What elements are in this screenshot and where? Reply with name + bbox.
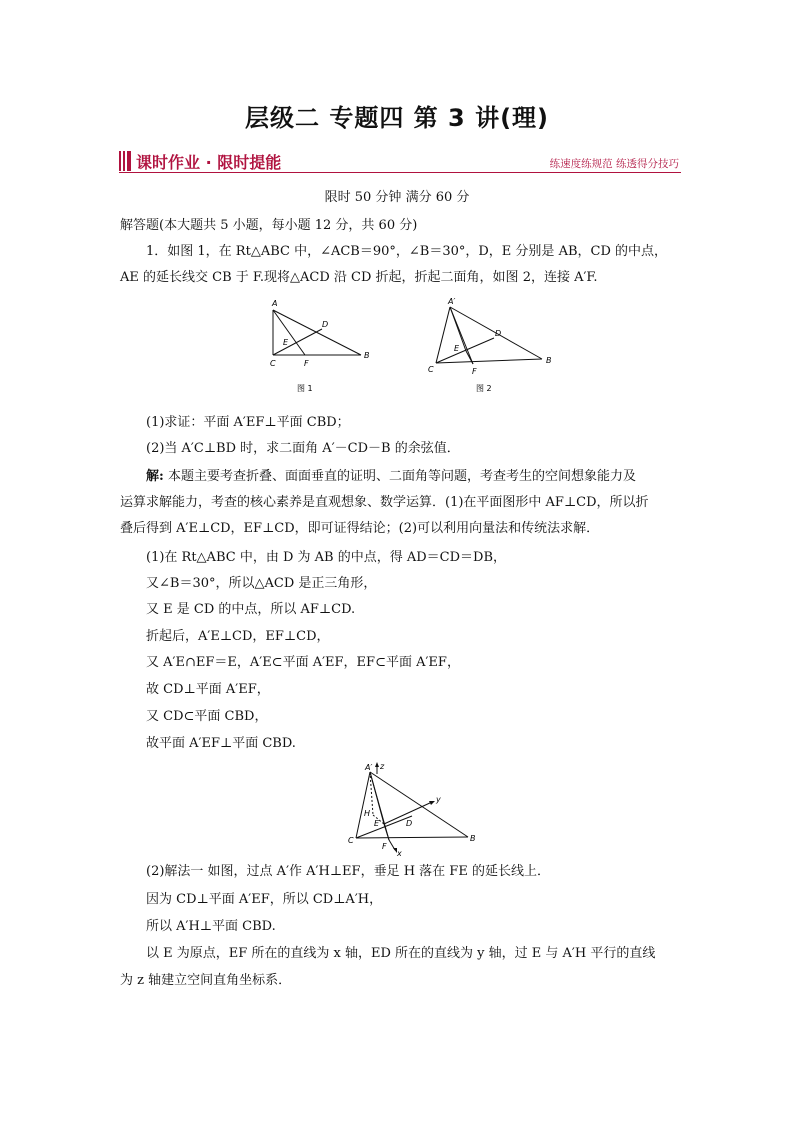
fig2-label-f: F — [472, 367, 477, 376]
proof-line-2: 又∠B＝30°，所以△ACD 是正三角形， — [146, 576, 377, 591]
fig1-label-d: D — [322, 320, 329, 329]
method-line-5: 为 z 轴建立空间直角坐标系． — [120, 973, 292, 988]
fig3-label-d: D — [406, 819, 413, 828]
fig1-label-e: E — [283, 338, 289, 347]
part-2-prompt: (2)当 A′C⊥BD 时，求二面角 A′－CD－B 的余弦值． — [146, 441, 460, 456]
fig3-label-e: E — [374, 819, 380, 828]
fig1-caption: 图 1 — [297, 384, 313, 393]
fig2-label-e: E — [454, 344, 460, 353]
fig1-label-c: C — [270, 359, 276, 368]
banner-bars-decoration — [119, 151, 131, 171]
fig2-label-a: A′ — [448, 297, 456, 306]
method-line-1: (2)解法一 如图，过点 A′作 A′H⊥EF，垂足 H 落在 FE 的延长线上． — [146, 864, 550, 879]
solution-label: 解: — [146, 469, 164, 484]
fig3-label-h: H — [364, 809, 371, 818]
fig2-label-b: B — [546, 356, 552, 365]
fig3-label-f: F — [382, 842, 387, 851]
part-1-prompt: (1)求证：平面 A′EF⊥平面 CBD； — [146, 415, 350, 430]
solution-line-1 — [146, 467, 706, 486]
figure-3-coordinate-system — [340, 760, 490, 860]
fig1-label-b: B — [364, 351, 370, 360]
fig2-label-c: C — [428, 365, 434, 374]
proof-line-5: 又 A′E∩EF＝E，A′E⊂平面 A′EF，EF⊂平面 A′EF， — [146, 655, 460, 670]
figure-2 — [420, 293, 570, 397]
proof-line-3: 又 E 是 CD 的中点，所以 AF⊥CD. — [146, 602, 356, 617]
solution-line-1-text: 本题主要考查折叠、面面垂直的证明、二面角等问题，考查考生的空间想象能力及 — [163, 469, 636, 484]
figure-1 — [260, 296, 380, 396]
question-1-line-2: AE 的延长线交 CB 于 F.现将△ACD 沿 CD 折起，折起二面角，如图 2，连接 A′F. — [120, 270, 598, 285]
proof-line-1: (1)在 Rt△ABC 中，由 D 为 AB 的中点，得 AD＝CD＝DB， — [146, 550, 507, 565]
method-line-4: 以 E 为原点，EF 所在的直线为 x 轴，ED 所在的直线为 y 轴，过 E 与 A′H 平行的直线 — [146, 946, 656, 961]
fig2-caption: 图 2 — [476, 384, 492, 393]
proof-line-7: 又 CD⊂平面 CBD， — [146, 709, 268, 724]
fig2-label-d: D — [495, 329, 502, 338]
fig3-label-c: C — [348, 836, 354, 845]
fig1-label-a: A — [272, 299, 278, 308]
method-line-3: 所以 A′H⊥平面 CBD. — [146, 919, 276, 934]
proof-line-6: 故 CD⊥平面 A′EF， — [146, 682, 270, 697]
time-limit: 限时 50 分钟 满分 60 分 — [324, 190, 470, 205]
section-banner — [119, 150, 681, 173]
solution-line-2: 运算求解能力，考查的核心素养是直观想象、数学运算．(1)在平面图形中 AF⊥CD，所以折 — [120, 495, 649, 510]
banner-slogan: 练速度练规范 练透得分技巧 — [549, 158, 679, 170]
section-intro: 解答题(本大题共 5 小题，每小题 12 分，共 60 分) — [120, 218, 418, 233]
proof-line-4: 折起后，A′E⊥CD，EF⊥CD， — [146, 629, 330, 644]
proof-line-8: 故平面 A′EF⊥平面 CBD. — [146, 736, 296, 751]
fig3-label-z: z — [380, 762, 385, 771]
fig3-label-b: B — [470, 834, 476, 843]
fig3-label-a: A′ — [365, 763, 373, 772]
method-line-2: 因为 CD⊥平面 A′EF，所以 CD⊥A′H， — [146, 892, 383, 907]
page-title: 层级二 专题四 第 3 讲(理) — [244, 104, 550, 132]
question-1-line-1: 1．如图 1，在 Rt△ABC 中，∠ACB＝90°，∠B＝30°，D，E 分别是 AB，CD 的中点， — [146, 244, 668, 259]
fig3-label-x: x — [397, 849, 402, 858]
fig1-label-f: F — [304, 359, 309, 368]
banner-label: 课时作业 · 限时提能 — [136, 153, 282, 172]
fig3-label-y: y — [436, 795, 441, 804]
solution-line-3: 叠后得到 A′E⊥CD，EF⊥CD，即可证得结论；(2)可以利用向量法和传统法求解． — [120, 521, 600, 536]
